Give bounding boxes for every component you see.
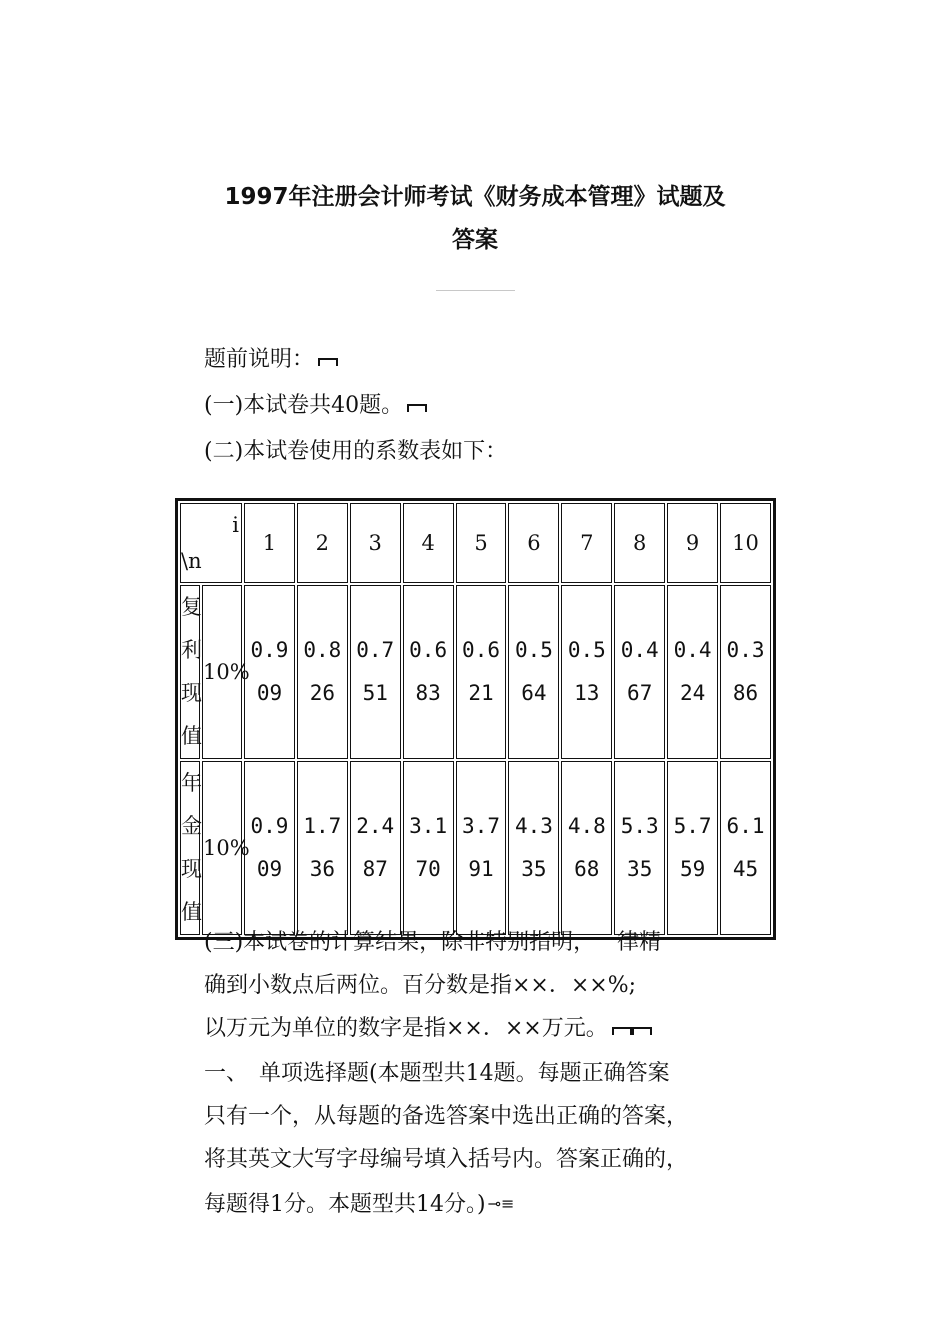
rate-cell: 10% xyxy=(202,761,242,935)
section-1-line-4: 每题得1分。本题型共14分。) xyxy=(204,1192,486,1217)
table-cell: 1.736 xyxy=(297,761,348,935)
note-2: (二)本试卷使用的系数表如下： xyxy=(204,439,508,464)
table-cell: 0.909 xyxy=(244,585,295,759)
table-cell: 0.424 xyxy=(667,585,718,759)
table-cell: 0.564 xyxy=(508,585,559,759)
table-cell: 3.791 xyxy=(456,761,507,935)
row-label: 复利现值 xyxy=(180,585,200,759)
table-cell: 0.621 xyxy=(456,585,507,759)
period-header: 6 xyxy=(508,503,559,583)
table-cell: 4.335 xyxy=(508,761,559,935)
period-header: 4 xyxy=(403,503,454,583)
note-1: (一)本试卷共40题。 xyxy=(204,393,404,418)
line-end-mark-icon: ⊸≡ xyxy=(487,1194,515,1213)
table-cell: 0.909 xyxy=(244,761,295,935)
section-1-line-4-wrap xyxy=(204,1189,514,1220)
note-3-line-1: (三)本试卷的计算结果，除非特别指明，一律精 xyxy=(204,930,662,955)
paragraph-mark-icon xyxy=(407,402,427,414)
table-cell: 0.513 xyxy=(561,585,612,759)
table-corner-cell xyxy=(180,503,242,583)
table-cell: 0.683 xyxy=(403,585,454,759)
title-divider xyxy=(436,290,515,291)
note-3-line-2: 确到小数点后两位。百分数是指××．××%; xyxy=(204,973,637,998)
table-cell: 3.170 xyxy=(403,761,454,935)
table-cell: 4.868 xyxy=(561,761,612,935)
period-header: 7 xyxy=(561,503,612,583)
period-header: 10 xyxy=(720,503,771,583)
table-cell: 5.335 xyxy=(614,761,665,935)
section-1-line-2: 只有一个，从每题的备选答案中选出正确的答案， xyxy=(204,1104,689,1129)
section-1-line-3: 将其英文大写字母编号填入括号内。答案正确的， xyxy=(204,1147,689,1172)
paragraph-mark-icon xyxy=(318,356,338,368)
document-title-line-2: 答案 xyxy=(452,227,498,253)
table-cell: 0.467 xyxy=(614,585,665,759)
table-cell: 2.487 xyxy=(350,761,401,935)
table-row xyxy=(180,585,771,759)
paragraph-mark-icon xyxy=(612,1025,632,1037)
table-row xyxy=(180,761,771,935)
note-3-line-3: 以万元为单位的数字是指××．××万元。 xyxy=(204,1016,608,1041)
table-cell: 0.386 xyxy=(720,585,771,759)
period-header: 5 xyxy=(456,503,507,583)
rate-axis-label: i xyxy=(232,513,240,537)
rate-cell: 10% xyxy=(202,585,242,759)
row-label: 年金现值 xyxy=(180,761,200,935)
period-header: 8 xyxy=(614,503,665,583)
period-header: 1 xyxy=(244,503,295,583)
document-title-line-1: 1997年注册会计师考试《财务成本管理》试题及 xyxy=(224,184,726,210)
table-header-row xyxy=(180,503,771,583)
note-1-line xyxy=(204,391,427,421)
table-cell: 0.826 xyxy=(297,585,348,759)
note-3-line-3-wrap xyxy=(204,1014,652,1044)
table-cell: 6.145 xyxy=(720,761,771,935)
table-cell: 0.751 xyxy=(350,585,401,759)
paragraph-mark-icon xyxy=(632,1025,652,1037)
preface-label: 题前说明： xyxy=(204,347,315,372)
preface-label-line xyxy=(204,345,338,375)
period-axis-label: \n xyxy=(181,549,202,573)
table-cell: 5.759 xyxy=(667,761,718,935)
coefficient-table xyxy=(175,498,776,940)
period-header: 9 xyxy=(667,503,718,583)
period-header: 3 xyxy=(350,503,401,583)
period-header: 2 xyxy=(297,503,348,583)
section-1-line-1: 一、 单项选择题(本题型共14题。每题正确答案 xyxy=(204,1061,670,1086)
